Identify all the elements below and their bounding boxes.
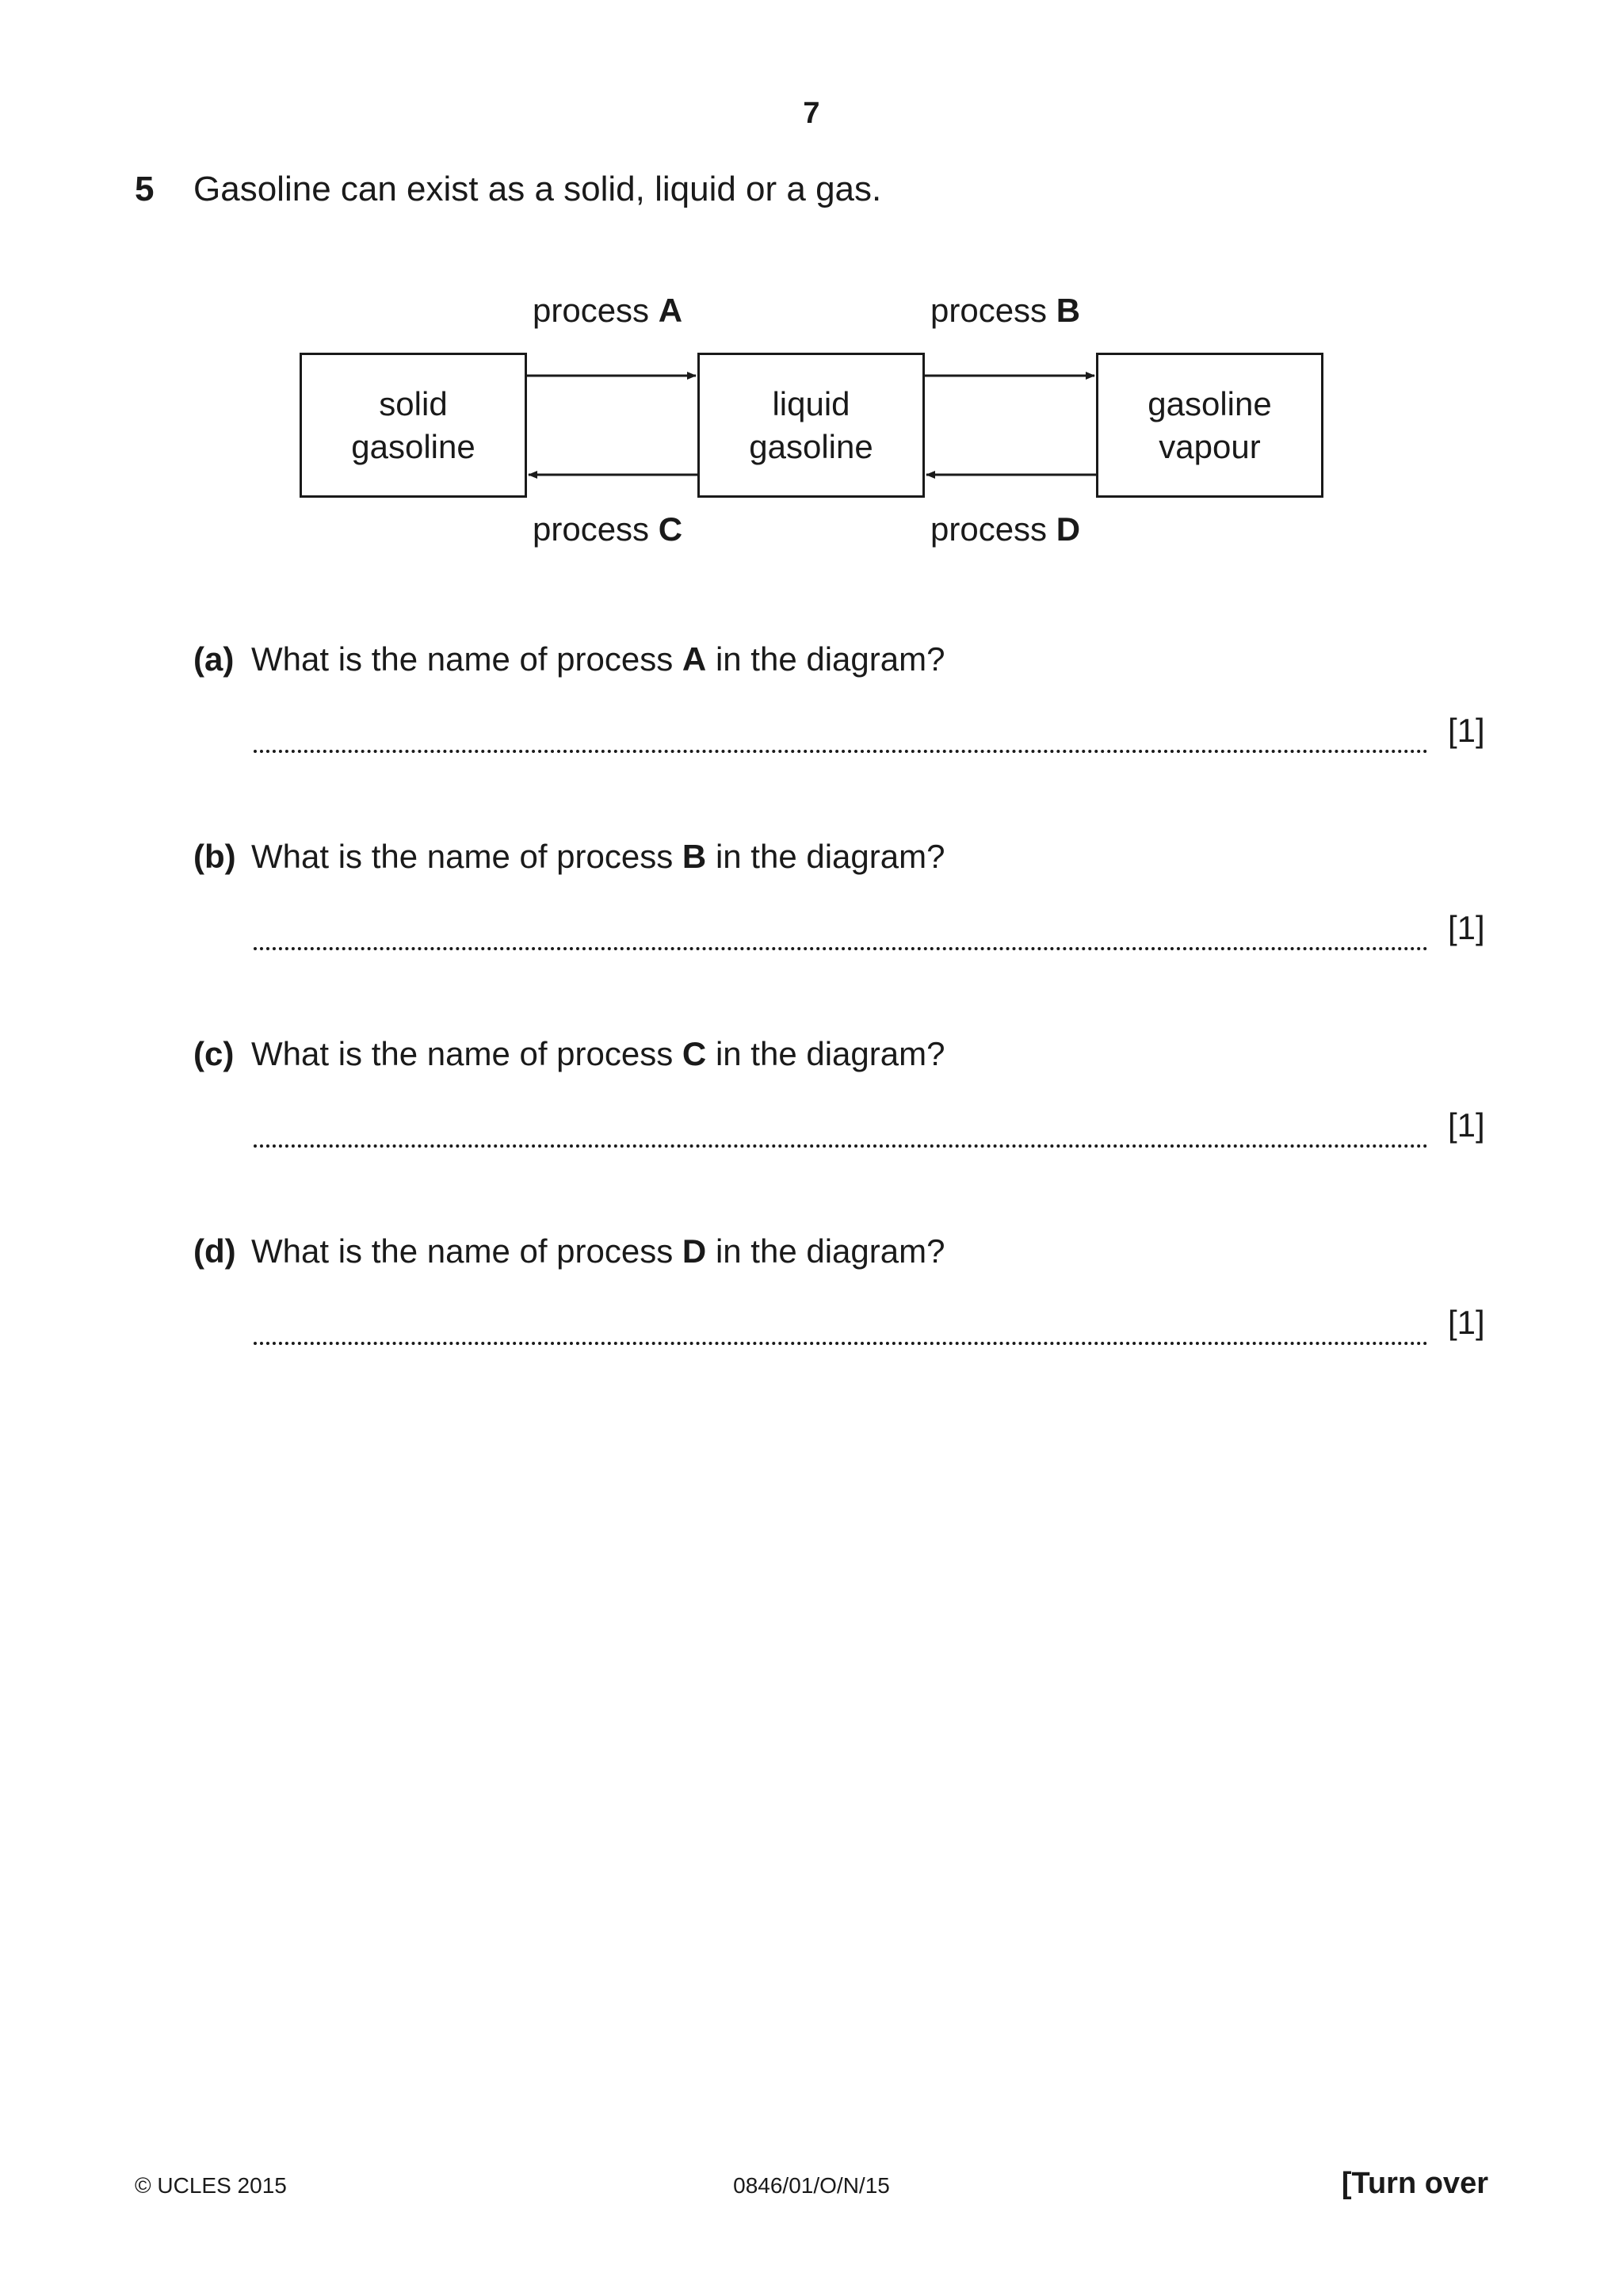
answer-line-b[interactable] — [254, 947, 1428, 950]
subquestion-a-text — [251, 640, 945, 678]
solid-gasoline-box — [300, 353, 527, 498]
question-number: 5 — [135, 170, 155, 208]
subquestion-d-letter: (d) — [193, 1232, 236, 1270]
subquestion-text-part: What is the name of process — [251, 1232, 674, 1270]
process-a-label — [533, 292, 682, 330]
footer-paper-code: 0846/01/O/N/15 — [733, 2173, 890, 2198]
answer-line-c[interactable] — [254, 1144, 1428, 1148]
answer-line-d[interactable] — [254, 1342, 1428, 1345]
box-label-line: gasoline — [1148, 384, 1272, 422]
process-letter-a: A — [658, 292, 683, 329]
process-b-label — [930, 292, 1080, 330]
box-label-line: vapour — [1159, 427, 1261, 465]
subquestion-process-letter: B — [682, 838, 707, 875]
subquestion-b-letter: (b) — [193, 838, 236, 875]
subquestion-process-letter: A — [682, 640, 707, 678]
box-label-line: gasoline — [749, 427, 873, 465]
question-stem: Gasoline can exist as a solid, liquid or a gas. — [193, 170, 882, 208]
process-word: process — [533, 292, 650, 329]
subquestion-text-part: What is the name of process — [251, 640, 674, 678]
answer-line-a[interactable] — [254, 750, 1428, 753]
process-c-label — [533, 510, 682, 548]
box-label-line: solid — [379, 384, 448, 422]
mark-a: [1] — [1448, 712, 1485, 749]
process-word: process — [930, 510, 1048, 548]
box-label-line: gasoline — [351, 427, 475, 465]
mark-c: [1] — [1448, 1106, 1485, 1144]
page-number: 7 — [803, 97, 820, 130]
process-letter-d: D — [1056, 510, 1081, 548]
subquestion-text-part: in the diagram? — [715, 1035, 945, 1072]
liquid-gasoline-box — [697, 353, 925, 498]
subquestion-text-part: in the diagram? — [715, 838, 945, 875]
mark-b: [1] — [1448, 909, 1485, 946]
mark-d: [1] — [1448, 1304, 1485, 1341]
process-word: process — [930, 292, 1048, 329]
subquestion-text-part: in the diagram? — [715, 1232, 945, 1270]
subquestion-process-letter: C — [682, 1035, 707, 1072]
process-letter-c: C — [658, 510, 683, 548]
subquestion-text-part: What is the name of process — [251, 1035, 674, 1072]
subquestion-c-letter: (c) — [193, 1035, 235, 1072]
gasoline-vapour-box — [1096, 353, 1323, 498]
process-letter-b: B — [1056, 292, 1081, 329]
subquestion-process-letter: D — [682, 1232, 707, 1270]
footer-turn-over: [Turn over — [1341, 2167, 1488, 2200]
subquestion-text-part: What is the name of process — [251, 838, 674, 875]
subquestion-d-text — [251, 1232, 945, 1270]
subquestion-a-letter: (a) — [193, 640, 235, 678]
subquestion-b-text — [251, 838, 945, 876]
box-label-line: liquid — [772, 384, 850, 422]
process-d-label — [930, 510, 1080, 548]
diagram-arrows — [0, 0, 1623, 634]
subquestion-text-part: in the diagram? — [715, 640, 945, 678]
process-word: process — [533, 510, 650, 548]
subquestion-c-text — [251, 1035, 945, 1073]
footer-copyright: © UCLES 2015 — [135, 2173, 287, 2198]
